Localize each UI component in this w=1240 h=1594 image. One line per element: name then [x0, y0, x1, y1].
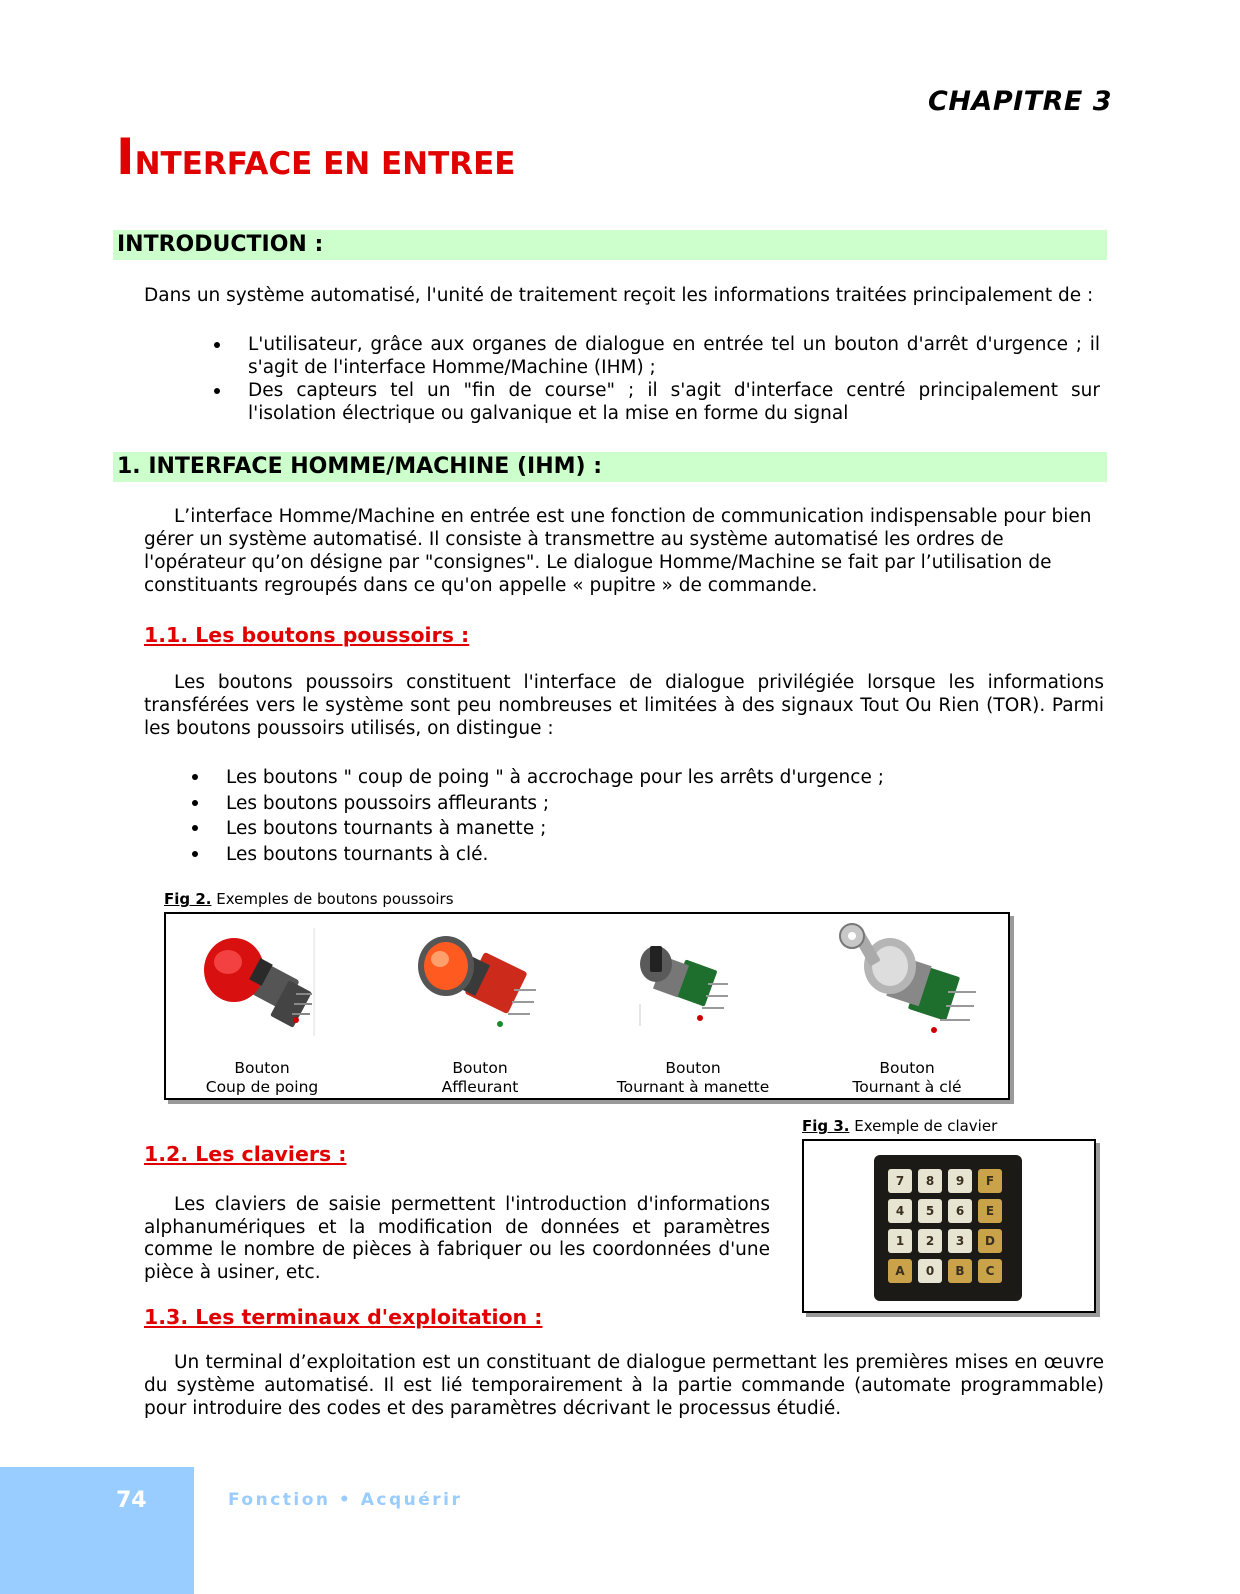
key-switch-image	[830, 922, 982, 1040]
list-item: Les boutons " coup de poing " à accrochage pour les arrêts d'urgence ;	[188, 765, 1088, 791]
fig2-item-1	[162, 1059, 362, 1097]
fig2-caption-text: Exemples de boutons poussoirs	[216, 890, 454, 908]
keypad-key-8: 8	[918, 1169, 942, 1193]
fig3-caption-text: Exemple de clavier	[854, 1117, 998, 1135]
fig2-item-1-line2: Coup de poing	[205, 1078, 319, 1096]
keypad-key-F: F	[978, 1169, 1002, 1193]
selector-switch-image	[636, 934, 746, 1034]
fig2-item-4	[807, 1059, 1007, 1097]
keypad-key-4: 4	[888, 1199, 912, 1223]
intro-bullet-list	[210, 333, 1100, 425]
section1-text: L’interface Homme/Machine en entrée est une fonction de communication indispensable pour bien gérer un système automatisé. Il consiste à transmettre au système automatisé les ordres de l'opérateur qu’on désigne par "consignes". Le dialogue Homme/Machine se fait par l’utilisation de constituants regroupés dans ce qu'on appelle « pupitre » de commande.	[144, 506, 1092, 596]
fig3-label: Fig 3.	[802, 1117, 850, 1135]
keypad-key-2: 2	[918, 1229, 942, 1253]
fig2-item-2-line2: Affleurant	[441, 1078, 519, 1096]
keypad-key-3: 3	[948, 1229, 972, 1253]
fig2-item-3	[593, 1059, 793, 1097]
fig2-item-4-line2: Tournant à clé	[852, 1078, 962, 1096]
flush-button-image	[414, 932, 544, 1036]
keypad-key-C: C	[978, 1259, 1002, 1283]
fig2-item-3-line1: Bouton	[665, 1059, 721, 1077]
sub12-text: Les claviers de saisie permettent l'introduction d'informations alphanumériques et la modification de données et paramètres comme le nombre de pièces à fabriquer ou les coordonnées d'une pièce à usiner, etc.	[144, 1194, 770, 1283]
keypad-key-D: D	[978, 1229, 1002, 1253]
keypad-key-7: 7	[888, 1169, 912, 1193]
fig2-item-2	[380, 1059, 580, 1097]
fig2-item-4-line1: Bouton	[879, 1059, 935, 1077]
footer-page-box	[0, 1467, 194, 1594]
list-item: Des capteurs tel un "fin de course" ; il s'agit d'interface centré principalement sur l'isolation électrique ou galvanique et la mise en forme du signal	[210, 379, 1100, 425]
fig2-item-1-line1: Bouton	[234, 1059, 290, 1077]
keypad-grid	[888, 1169, 1008, 1289]
keypad-key-B: B	[948, 1259, 972, 1283]
title-rest: NTERFACE EN ENTREE	[134, 146, 516, 182]
sub13-text: Un terminal d’exploitation est un constituant de dialogue permettant les premières mises en œuvre du système automatisé. Il est lié temporairement à la partie commande (automate programmable) pour introduire des codes et des paramètres décrivant le processus étudié.	[144, 1352, 1104, 1419]
fig2-item-2-line1: Bouton	[452, 1059, 508, 1077]
title-initial: I	[116, 128, 135, 186]
intro-text: Dans un système automatisé, l'unité de traitement reçoit les informations traitées principalement de :	[144, 285, 1094, 306]
sub11-text: Les boutons poussoirs constituent l'interface de dialogue privilégiée lorsque les informations transférées vers le système sont peu nombreuses et limitées à des signaux Tout Ou Rien (TOR). Parmi les boutons poussoirs utilisés, on distingue :	[144, 672, 1104, 739]
fig3-caption	[802, 1117, 997, 1135]
fig2-caption	[164, 890, 454, 908]
keypad-key-1: 1	[888, 1229, 912, 1253]
sub11-heading: 1.1. Les boutons poussoirs :	[144, 623, 470, 647]
keypad-key-5: 5	[918, 1199, 942, 1223]
keypad-key-0: 0	[918, 1259, 942, 1283]
sub13-heading: 1.3. Les terminaux d'exploitation :	[144, 1305, 543, 1329]
list-item: Les boutons tournants à manette ;	[188, 816, 1088, 842]
fig3-frame	[802, 1139, 1096, 1313]
fig2-label: Fig 2.	[164, 890, 212, 908]
page-number: 74	[116, 1488, 147, 1513]
fig2-frame	[164, 912, 1010, 1100]
page-title	[116, 128, 515, 186]
keypad-key-9: 9	[948, 1169, 972, 1193]
intro-heading: INTRODUCTION :	[113, 230, 1107, 260]
keypad-key-E: E	[978, 1199, 1002, 1223]
sub12-heading: 1.2. Les claviers :	[144, 1142, 347, 1166]
keypad-key-6: 6	[948, 1199, 972, 1223]
sub11-bullet-list	[188, 765, 1088, 867]
footer-text: Fonction • Acquérir	[228, 1490, 463, 1510]
chapter-label: CHAPITRE 3	[928, 86, 1112, 117]
keypad-image	[874, 1155, 1022, 1301]
list-item: Les boutons tournants à clé.	[188, 842, 1088, 868]
list-item: L'utilisateur, grâce aux organes de dialogue en entrée tel un bouton d'arrêt d'urgence ; il s'agit de l'interface Homme/Machine (IHM) ;	[210, 333, 1100, 379]
emergency-button-image	[200, 928, 320, 1036]
keypad-key-A: A	[888, 1259, 912, 1283]
list-item: Les boutons poussoirs affleurants ;	[188, 791, 1088, 817]
fig2-item-3-line2: Tournant à manette	[616, 1078, 770, 1096]
section1-heading: 1. INTERFACE HOMME/MACHINE (IHM) :	[113, 452, 1107, 482]
